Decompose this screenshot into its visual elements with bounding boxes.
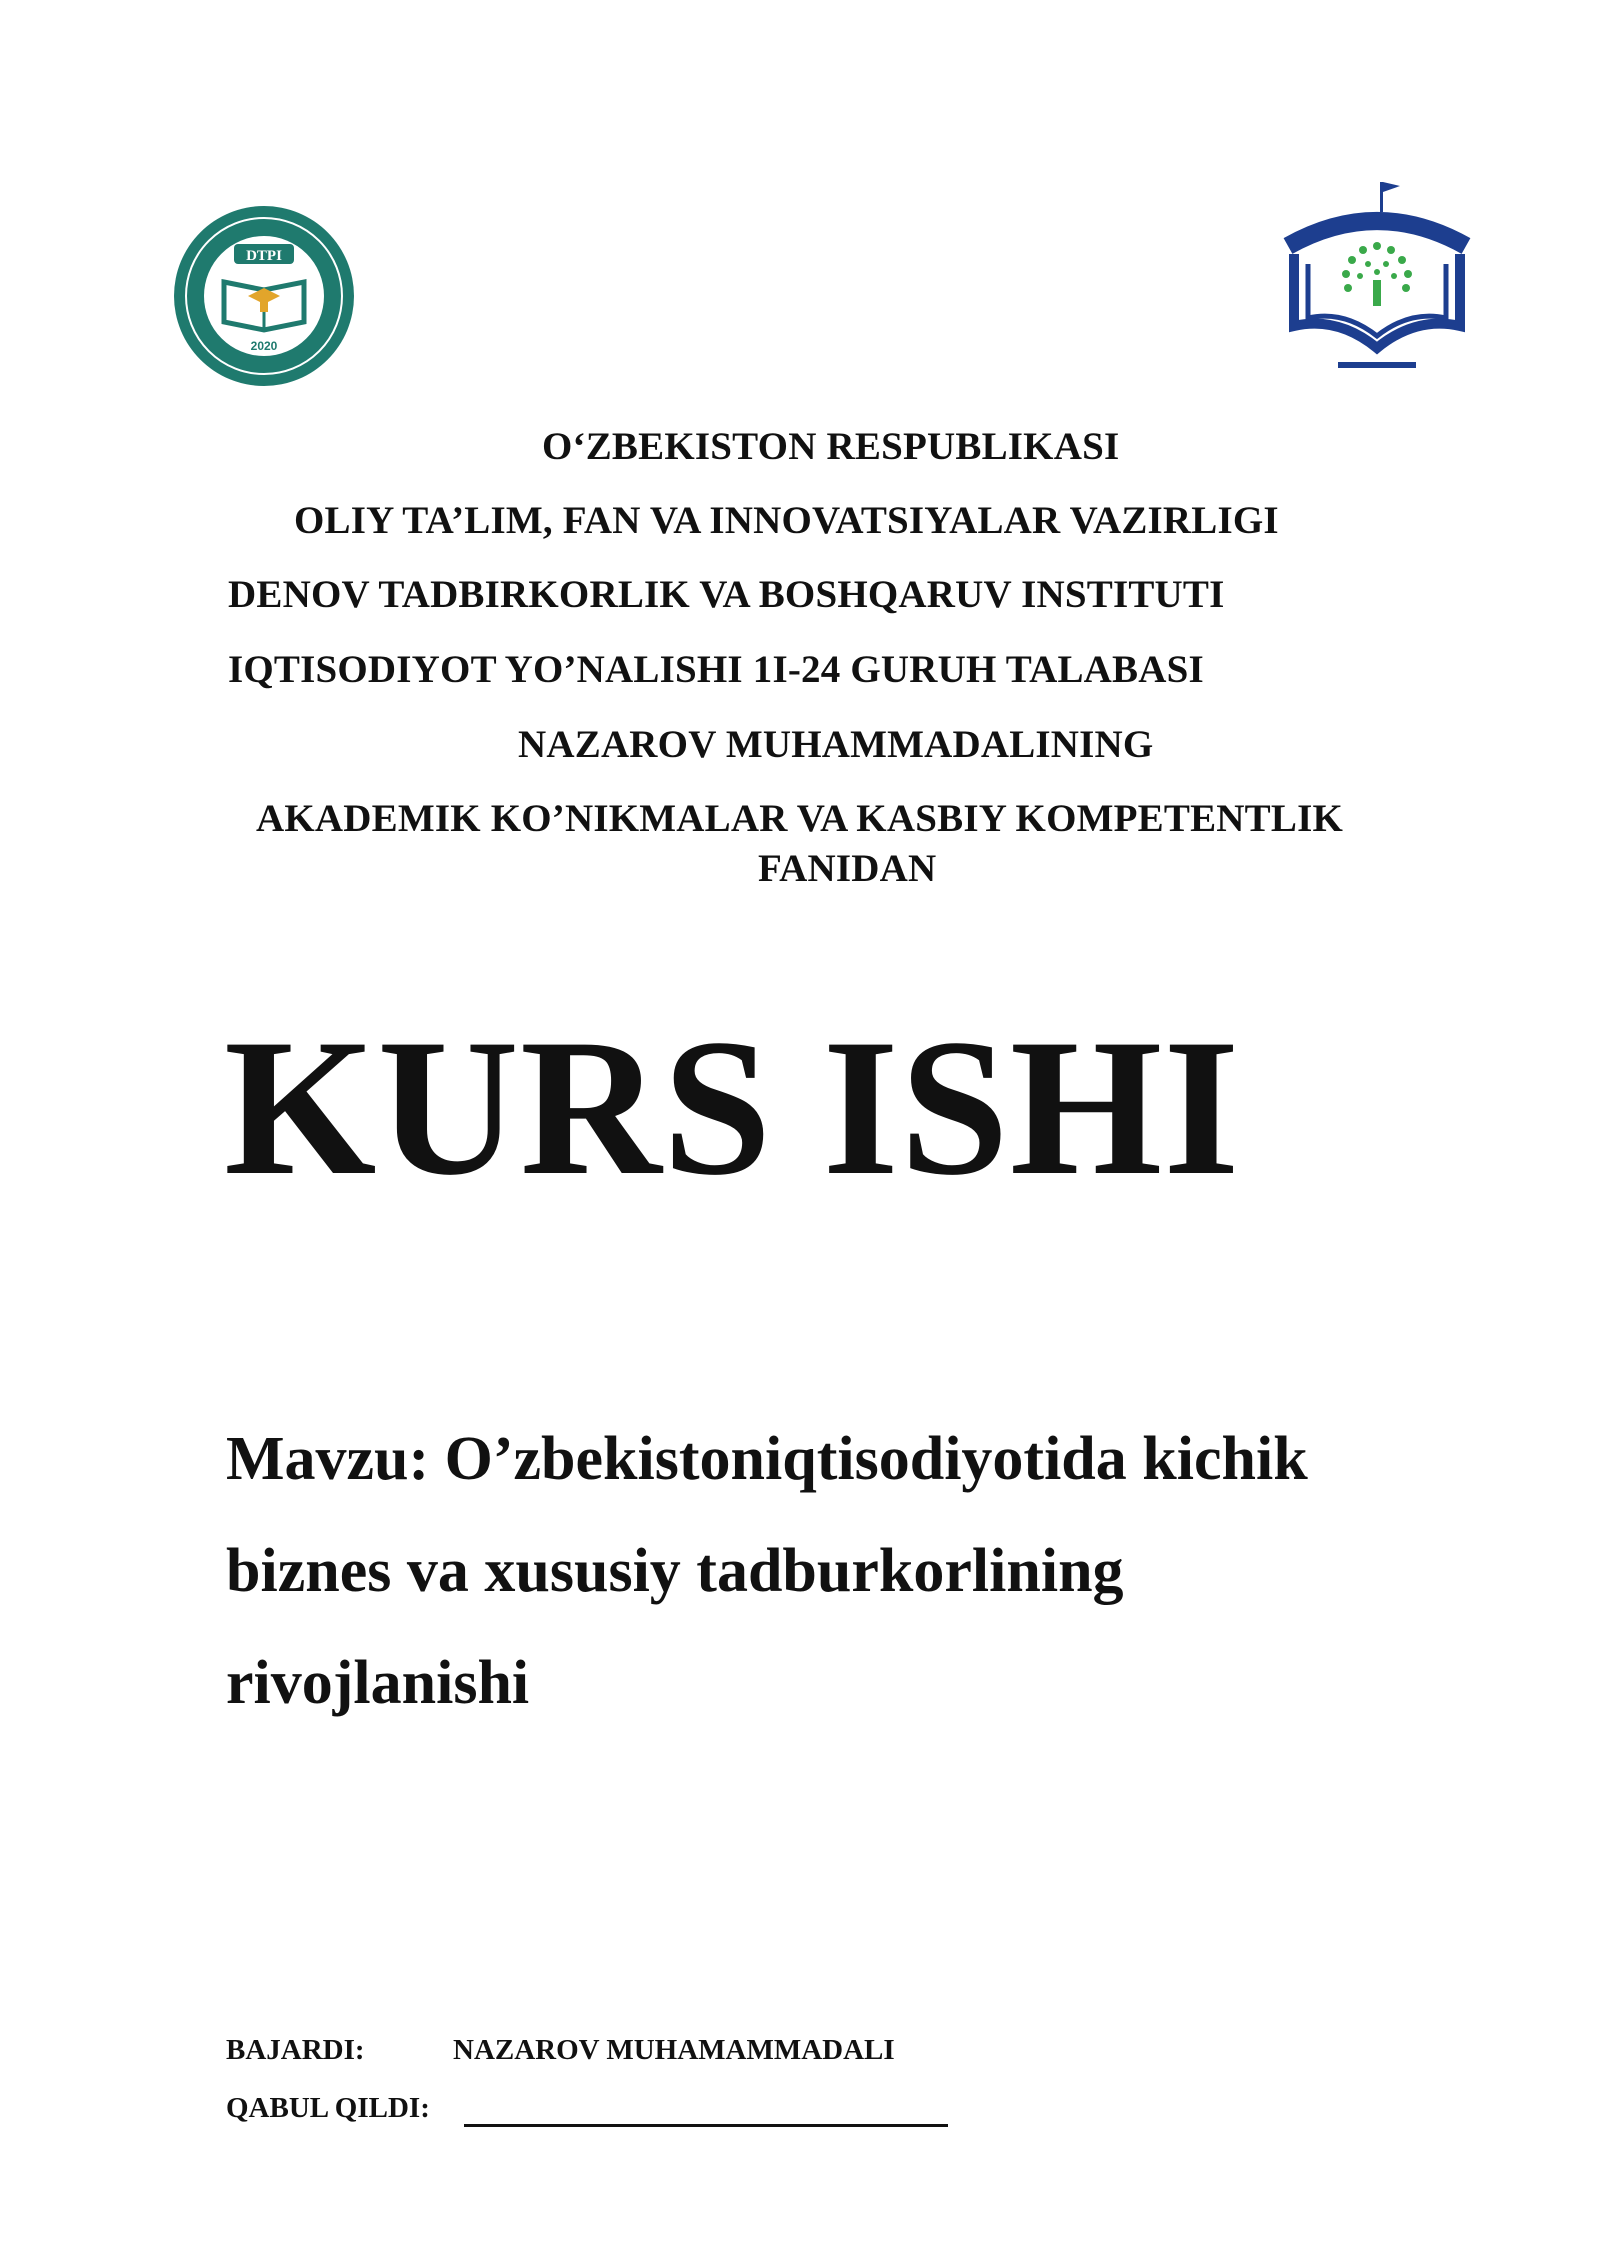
header-subject: AKADEMIK KO’NIKMALAR VA KASBIY KOMPETENTLIK	[256, 797, 1344, 840]
logo-abbr: DTPI	[246, 248, 282, 264]
topic-line-3: rivojlanishi	[226, 1649, 530, 1717]
topic-line-1: Mavzu: O’zbekistoniqtisodiyotida kichik	[226, 1425, 1308, 1493]
accepted-label: QABUL QILDI:	[226, 2092, 430, 2124]
header-student-group: IQTISODIYOT YO’NALISHI 1I-24 GURUH TALABASI	[228, 648, 1204, 691]
page-title: KURS ISHI	[224, 999, 1241, 1216]
header-institute: DENOV TADBIRKORLIK VA BOSHQARUV INSTITUTI	[228, 573, 1225, 616]
header-subject-cont: FANIDAN	[758, 847, 937, 890]
header-student-name: NAZAROV MUHAMMADALINING	[518, 723, 1154, 766]
header-country: O‘ZBEKISTON RESPUBLIKASI	[542, 425, 1120, 468]
signature-line	[464, 2124, 948, 2127]
header-ministry: OLIY TA’LIM, FAN VA INNOVATSIYALAR VAZIRLIGI	[294, 499, 1279, 542]
done-label: BAJARDI:	[226, 2034, 365, 2066]
institute-logo-left	[166, 204, 362, 388]
done-name: NAZAROV MUHAMAMMADALI	[453, 2034, 895, 2066]
ministry-logo-right	[1268, 176, 1486, 386]
logo-year: 2020	[250, 339, 278, 353]
topic-line-2: biznes va xususiy tadburkorlining	[226, 1537, 1124, 1605]
